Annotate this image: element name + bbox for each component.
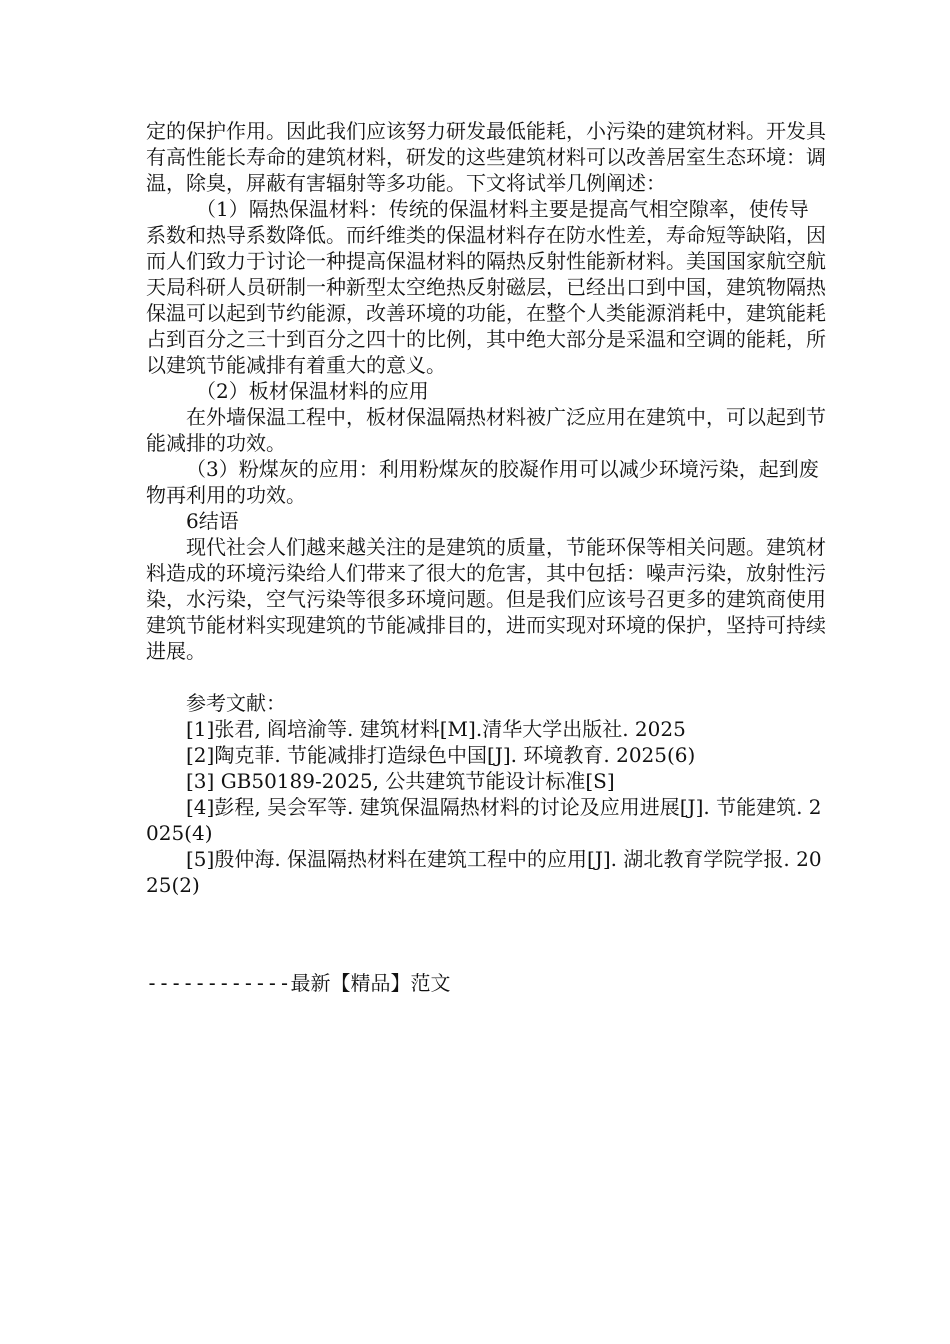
reference-item-4: [4]彭程, 吴会军等. 建筑保温隔热材料的讨论及应用进展[J]. 节能建筑. 2025(4) xyxy=(146,795,822,845)
references-heading: 参考文献： xyxy=(186,691,286,715)
document-body xyxy=(146,118,826,898)
footer-dashes: ------------ xyxy=(146,971,291,995)
paragraph-insulation-material: （1）隔热保温材料：传统的保温材料主要是提高气相空隙率，使传导系数和热导系数降低。而纤维类的保温材料存在防水性差，寿命短等缺陷，因而人们致力于讨论一种提高保温材料的隔热反射性能新材料。美国国家航空航天局科研人员研制一种新型太空绝热反射磁层，已经出口到中国，建筑物隔热保温可以起到节约能源，改善环境的功能，在整个人类能源消耗中，建筑能耗占到百分之三十到百分之四十的比例，其中绝大部分是采温和空调的能耗，所以建筑节能减排有着重大的意义。 xyxy=(146,197,826,377)
footer-label: 最新【精品】范文 xyxy=(290,971,451,995)
footer-banner xyxy=(146,970,451,996)
paragraph-fly-ash: （3）粉煤灰的应用：利用粉煤灰的胶凝作用可以减少环境污染，起到废物再利用的功效。 xyxy=(146,457,819,507)
reference-item-5: [5]殷仲海. 保温隔热材料在建筑工程中的应用[J]. 湖北教育学院学报. 2025(2) xyxy=(146,847,822,897)
paragraph-conclusion: 现代社会人们越来越关注的是建筑的质量，节能环保等相关问题。建筑材料造成的环境污染给人们带来了很大的危害，其中包括：噪声污染，放射性污染，水污染，空气污染等很多环境问题。但是我们应该号召更多的建筑商使用建筑节能材料实现建筑的节能减排目的，进而实现对环境的保护，坚持可持续进展。 xyxy=(146,535,826,663)
paragraph-intro: 定的保护作用。因此我们应该努力研发最低能耗，小污染的建筑材料。开发具有高性能长寿命的建筑材料，研发的这些建筑材料可以改善居室生态环境：调温，除臭，屏蔽有害辐射等多功能。下文将试举几例阐述： xyxy=(146,119,826,195)
paragraph-board-insulation: 在外墙保温工程中，板材保温隔热材料被广泛应用在建筑中，可以起到节能减排的功效。 xyxy=(146,405,826,455)
reference-item-3: [3] GB50189-2025, 公共建筑节能设计标准[S] xyxy=(186,769,615,793)
reference-item-2: [2]陶克菲. 节能减排打造绿色中国[J]. 环境教育. 2025(6) xyxy=(186,743,696,767)
reference-item-1: [1]张君, 阎培渝等. 建筑材料[M].清华大学出版社. 2025 xyxy=(186,717,686,741)
section-heading-conclusion: 6结语 xyxy=(186,509,239,533)
paragraph-board-insulation-heading: （2）板材保温材料的应用 xyxy=(196,379,429,403)
